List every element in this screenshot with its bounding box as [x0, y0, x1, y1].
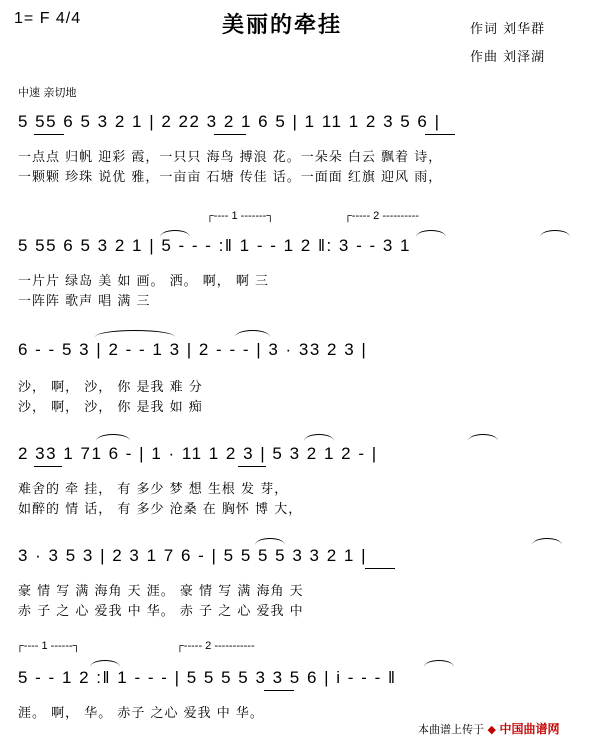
lyric-row-1-verse-1: 一点点 归帆 迎彩 霞，一只只 海鸟 搏浪 花。一朵朵 白云 飘着 诗，	[18, 150, 443, 165]
lyric-row-4-verse-2: 如醉的 情 话， 有 多少 沧桑 在 胸怀 博 大，	[18, 502, 303, 517]
beam-underline	[238, 466, 266, 467]
lyric-row-5-verse-1: 豪 情 写 满 海角 天 涯。 豪 情 写 满 海角 天	[18, 584, 304, 599]
beam-underline	[425, 134, 455, 135]
song-title: 美丽的牵挂	[222, 13, 343, 38]
slur	[95, 330, 175, 337]
volta-2-bracket: ┌----- 2 ----------	[344, 210, 419, 222]
site-name-link[interactable]: 中国曲谱网	[499, 722, 560, 736]
key-signature: 1= F 4/4	[14, 10, 82, 27]
slur	[468, 434, 498, 441]
volta-1-bracket: ┌---- 1 ------┐	[16, 640, 81, 652]
notation-row-4: 2 33 1 71 6 - | 1 · 11 1 2 3 | 5 3 2 1 2 - |	[18, 444, 378, 463]
volta-2-bracket: ┌----- 2 -----------	[176, 640, 255, 652]
footer-logo-icon: ◆	[487, 723, 496, 736]
notation-row-1: 5 55 6 5 3 2 1 | 2 22 3 2 1 6 5 | 1 11 1 2 3 5 6 |	[18, 112, 441, 131]
slur	[235, 330, 270, 337]
notation-row-6: 5 - - 1 2 :‖ 1 - - - | 5 5 5 5 3 3 5 6 | i - - - ‖	[18, 668, 397, 687]
beam-underline	[34, 466, 62, 467]
lyric-row-6-verse-1: 涯。 啊， 华。 赤子 之心 爱我 中 华。	[18, 706, 264, 721]
lyric-row-3-verse-1: 沙， 啊， 沙， 你 是我 难 分	[18, 380, 203, 395]
composer-credit: 作曲 刘泽湖	[470, 50, 546, 65]
lyric-row-5-verse-2: 赤 子 之 心 爱我 中 华。 赤 子 之 心 爱我 中	[18, 604, 304, 619]
upload-note: 本曲谱上传于	[418, 723, 484, 736]
lyric-row-4-verse-1: 难舍的 牵 挂， 有 多少 梦 想 生根 发 芽，	[18, 482, 289, 497]
notation-row-5: 3 · 3 5 3 | 2 3 1 7 6 - | 5 5 5 5 3 3 2 1 |	[18, 546, 367, 565]
slur	[255, 538, 285, 545]
lyricist-credit: 作词 刘华群	[470, 22, 546, 37]
site-footer	[418, 720, 559, 737]
volta-1-bracket: ┌---- 1 -------┐	[206, 210, 275, 222]
beam-underline	[264, 690, 294, 691]
slur	[424, 660, 454, 667]
slur	[304, 434, 334, 441]
lyric-row-2-verse-2: 一阵阵 歌声 唱 满 三	[18, 294, 151, 309]
slur	[96, 434, 130, 441]
notation-row-3: 6 - - 5 3 | 2 - - 1 3 | 2 - - - | 3 · 33 2 3 |	[18, 340, 368, 359]
lyric-row-1-verse-2: 一颗颗 珍珠 说优 雅，一亩亩 石塘 传佳 话。一面面 红旗 迎风 雨，	[18, 170, 443, 185]
slur	[540, 230, 570, 237]
slur	[532, 538, 562, 545]
beam-underline	[34, 134, 64, 135]
slur	[416, 230, 446, 237]
notation-row-2: 5 55 6 5 3 2 1 | 5 - - - :‖ 1 - - 1 2 ‖: 3 - - 3 1	[18, 236, 411, 255]
lyric-row-2-verse-1: 一片片 绿岛 美 如 画。 洒。 啊， 啊 三	[18, 274, 270, 289]
lyric-row-3-verse-2: 沙， 啊， 沙， 你 是我 如 痴	[18, 400, 203, 415]
slur	[90, 660, 120, 667]
beam-underline	[214, 134, 246, 135]
tempo-marking: 中速 亲切地	[18, 86, 77, 99]
beam-underline	[365, 568, 395, 569]
